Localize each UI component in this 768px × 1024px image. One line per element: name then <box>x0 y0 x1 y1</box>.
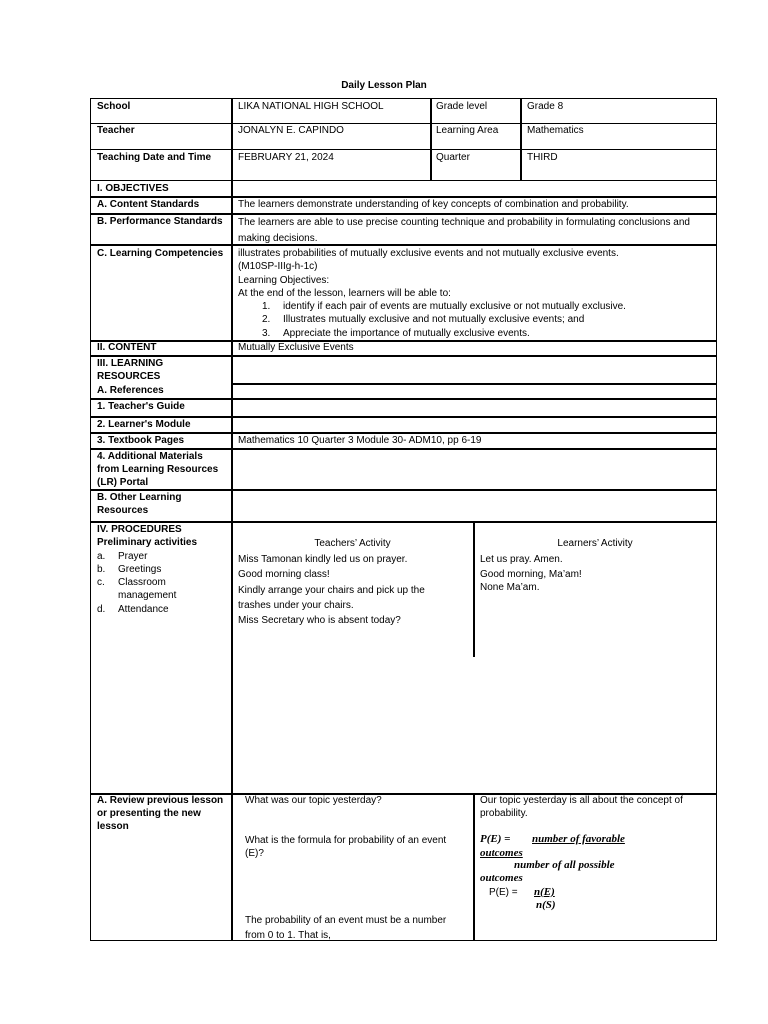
resources-heading: III. LEARNING RESOURCES <box>97 358 164 382</box>
additional-materials-label: 4. Additional Materials from Learning Resources (LR) Portal <box>97 451 219 488</box>
procedures-heading: IV. PROCEDURES <box>97 524 182 535</box>
prelim-item-letter: a. <box>97 551 106 562</box>
prelim-item-letter: c. <box>97 577 105 588</box>
formula-numerator-1: number of favorable <box>532 833 625 845</box>
competency-line-1: illustrates probabilities of mutually exclusive events and not mutually exclusive events. <box>238 248 619 259</box>
prelim-item-letter: d. <box>97 604 106 615</box>
competency-line-2: (M10SP-IIIg-h-1c) <box>238 261 318 272</box>
learner-line: Good morning, Ma’am! <box>480 569 582 580</box>
teacher-line: Miss Tamonan kindly led us on prayer. <box>238 554 408 565</box>
review-answer-1: Our topic yesterday is all about the concept of probability. <box>480 795 683 819</box>
content-standards-label: A. Content Standards <box>97 199 200 210</box>
review-question-2: What is the formula for probability of an event (E)? <box>245 835 447 859</box>
date-label: Teaching Date and Time <box>97 152 212 163</box>
header-row-school <box>90 98 717 124</box>
lo-item-num: 3. <box>262 328 271 339</box>
lo-item-text: Illustrates mutually exclusive and not mutually exclusive events; and <box>283 314 585 325</box>
learner-line: None Ma’am. <box>480 582 540 593</box>
formula-numerator-2: outcomes <box>480 847 523 859</box>
teacher-label: Teacher <box>97 125 135 136</box>
content-standards-value: The learners demonstrate understanding of key concepts of combination and probability. <box>238 199 629 210</box>
prelim-item-text: Attendance <box>118 604 169 615</box>
review-label: A. Review previous lesson or presenting the new lesson <box>97 795 224 832</box>
lo-item-num: 2. <box>262 314 271 325</box>
formula2-lhs: P(E) = <box>489 887 518 898</box>
teachers-guide-label: 1. Teacher's Guide <box>97 401 185 412</box>
prelim-item-text: Prayer <box>118 551 148 562</box>
formula2-numerator: n(E) <box>534 886 555 898</box>
date-value: FEBRUARY 21, 2024 <box>238 152 334 163</box>
learning-objectives-intro: At the end of the lesson, learners will be able to: <box>238 288 451 299</box>
learners-activity-header: Learners’ Activity <box>557 538 633 549</box>
header-row-teacher <box>90 123 717 150</box>
header-col-divider-1 <box>231 98 233 181</box>
textbook-value: Mathematics 10 Quarter 3 Module 30- ADM10, pp 6-19 <box>238 435 482 446</box>
performance-standards-label: B. Performance Standards <box>97 216 223 227</box>
objectives-heading: I. OBJECTIVES <box>97 183 169 194</box>
row-line <box>90 521 717 523</box>
preliminary-heading: Preliminary activities <box>97 537 198 548</box>
main-col-divider <box>231 180 233 941</box>
activity-divider-2 <box>473 793 475 941</box>
quarter-label: Quarter <box>436 152 470 163</box>
review-question-1: What was our topic yesterday? <box>245 795 382 806</box>
content-heading: II. CONTENT <box>97 342 157 353</box>
teacher-value: JONALYN E. CAPINDO <box>238 125 344 136</box>
learning-objectives-heading: Learning Objectives: <box>238 275 330 286</box>
learners-module-label: 2. Learner's Module <box>97 419 191 430</box>
formula-denominator-1: number of all possible <box>514 859 615 871</box>
school-label: School <box>97 101 131 112</box>
textbook-label: 3. Textbook Pages <box>97 435 185 446</box>
row-line <box>231 383 717 385</box>
page-title: Daily Lesson Plan <box>341 80 427 91</box>
school-value: LIKA NATIONAL HIGH SCHOOL <box>238 101 384 112</box>
header-col-divider-2 <box>430 98 432 181</box>
lo-item-text: identify if each pair of events are mutually exclusive or not mutually exclusive. <box>283 301 626 312</box>
prelim-item-text: Greetings <box>118 564 162 575</box>
content-value: Mutually Exclusive Events <box>238 342 354 353</box>
review-question-3: The probability of an event must be a number from 0 to 1. That is, <box>245 915 447 941</box>
area-label: Learning Area <box>436 125 499 136</box>
lo-item-text: Appreciate the importance of mutually exclusive events. <box>283 328 530 339</box>
teacher-line: Good morning class! <box>238 569 330 580</box>
teacher-line: Kindly arrange your chairs and pick up the <box>238 585 425 596</box>
teacher-line: trashes under your chairs. <box>238 600 354 611</box>
lo-item-num: 1. <box>262 301 271 312</box>
teacher-line: Miss Secretary who is absent today? <box>238 615 401 626</box>
formula-lhs: P(E) = <box>480 833 511 845</box>
references-label: A. References <box>97 385 164 396</box>
prelim-item-text: Classroom management <box>118 577 177 601</box>
performance-standards-value: The learners are able to use precise counting technique and probability in formulating conclusions and making decisions. <box>238 217 690 244</box>
teachers-activity-header: Teachers’ Activity <box>314 538 391 549</box>
quarter-value: THIRD <box>527 152 558 163</box>
row-line <box>90 340 717 342</box>
grade-label: Grade level <box>436 101 488 112</box>
header-col-divider-3 <box>520 98 522 181</box>
grade-value: Grade 8 <box>527 101 564 112</box>
other-resources-label: B. Other Learning Resources <box>97 492 182 516</box>
area-value: Mathematics <box>527 125 584 136</box>
prelim-item-letter: b. <box>97 564 106 575</box>
competencies-label: C. Learning Competencies <box>97 248 224 259</box>
formula-denominator-2: outcomes <box>480 872 523 884</box>
learner-line: Let us pray. Amen. <box>480 554 563 565</box>
formula2-denominator: n(S) <box>536 899 556 911</box>
